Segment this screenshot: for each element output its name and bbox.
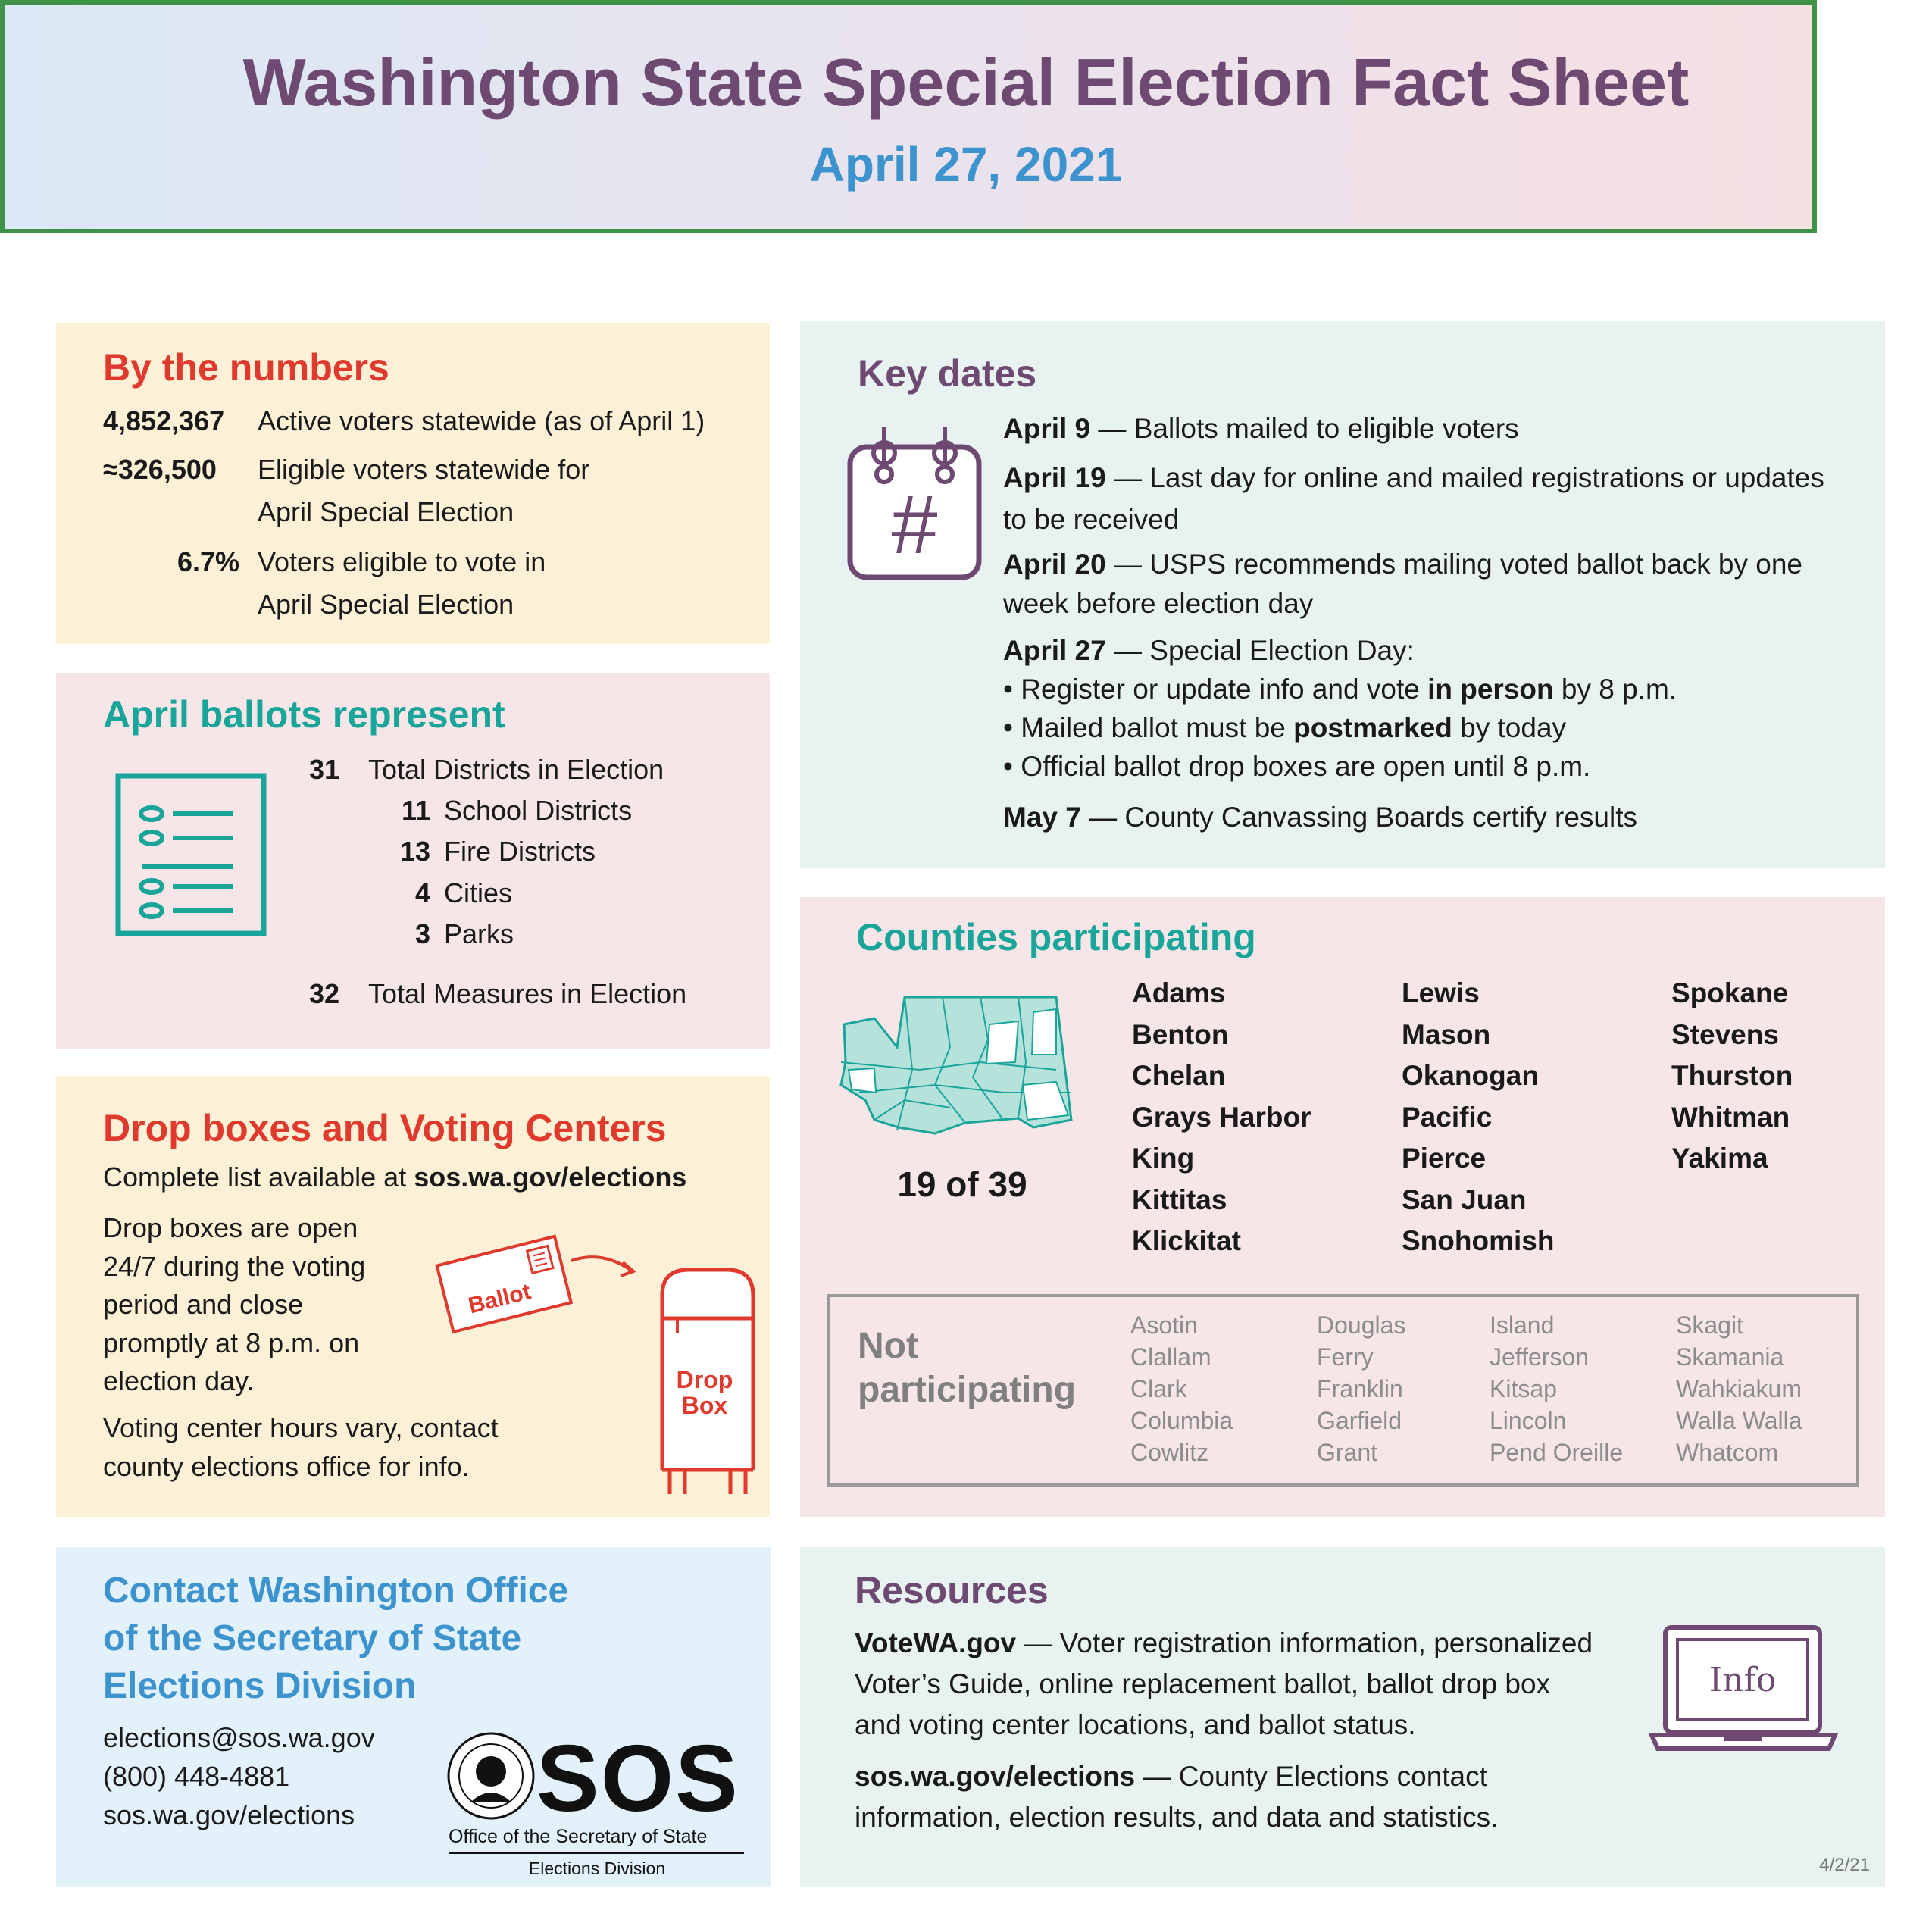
not-participating-col-2 <box>1317 1309 1405 1468</box>
county-name-not-participating: Columbia <box>1130 1407 1233 1434</box>
ballot-label: Ballot <box>465 1279 533 1319</box>
county-name-not-participating: Grant <box>1317 1439 1378 1466</box>
election-date: April 27, 2021 <box>809 137 1123 192</box>
county-name-not-participating: Lincoln <box>1490 1407 1567 1434</box>
key-date-date: April 9 <box>1003 413 1091 444</box>
ballot-list-icon <box>112 771 271 938</box>
key-date-item <box>1003 796 1837 838</box>
ballots-sub-value: 3 <box>414 918 430 949</box>
county-name: Pacific <box>1402 1101 1493 1133</box>
sos-elections-link[interactable]: sos.wa.gov/elections <box>855 1761 1136 1792</box>
not-participating-box <box>827 1294 1859 1487</box>
resources-sos <box>855 1756 1498 1838</box>
county-name: Kittitas <box>1132 1183 1227 1215</box>
bullet-pre: • Official ballot drop boxes are open until 8 p.m. <box>1003 751 1591 782</box>
bullet-post: by 8 p.m. <box>1553 674 1677 705</box>
resources-votewa <box>855 1623 1593 1746</box>
header-banner <box>0 0 1817 233</box>
contact-heading <box>103 1567 568 1710</box>
county-name-not-participating: Clark <box>1130 1375 1187 1402</box>
county-name-not-participating: Kitsap <box>1490 1375 1557 1402</box>
county-name: Thurston <box>1671 1060 1793 1091</box>
calendar-icon <box>843 415 986 585</box>
county-name: Snohomish <box>1402 1225 1555 1256</box>
resources-text: — Voter registration information, personalized <box>1016 1627 1593 1658</box>
bullet-pre: • Register or update info and vote <box>1003 674 1428 705</box>
page-title: Washington State Special Election Fact Sheet <box>242 45 1690 120</box>
numbers-label: April Special Election <box>258 589 514 620</box>
dropbox-para-line: election day. <box>103 1365 255 1396</box>
ballots-value: 32 <box>309 978 340 1009</box>
key-date-item <box>1003 408 1837 449</box>
county-name-not-participating: Cowlitz <box>1130 1439 1209 1466</box>
county-name-not-participating: Asotin <box>1130 1311 1198 1339</box>
key-date-date: April 20 <box>1003 549 1106 580</box>
numbers-panel <box>56 323 770 644</box>
counties-panel <box>800 897 1885 1517</box>
ballots-sub-value: 13 <box>399 836 430 867</box>
county-name-not-participating: Skamania <box>1676 1343 1784 1371</box>
dropbox-label-line1: Drop <box>676 1366 733 1393</box>
county-name: Okanogan <box>1402 1060 1539 1091</box>
resources-text: — County Elections contact <box>1135 1761 1487 1792</box>
counties-col-1 <box>1132 973 1311 1262</box>
contact-email[interactable]: elections@sos.wa.gov <box>103 1722 375 1753</box>
ballots-panel <box>56 673 770 1049</box>
county-name: Whitman <box>1671 1101 1790 1133</box>
dropbox-heading: Drop boxes and Voting Centers <box>103 1107 667 1149</box>
county-name-not-participating: Skagit <box>1676 1311 1743 1339</box>
county-name: Lewis <box>1402 977 1480 1008</box>
contact-panel <box>56 1547 771 1887</box>
resources-votewa-line <box>855 1623 1593 1664</box>
info-label: Info <box>1708 1661 1777 1699</box>
dropbox-list-link[interactable]: sos.wa.gov/elections <box>414 1161 687 1193</box>
key-date-bullet <box>1003 747 1837 786</box>
counties-heading: Counties participating <box>856 916 1256 958</box>
county-name: Yakima <box>1671 1143 1768 1174</box>
counties-count: 19 of 39 <box>897 1165 1027 1204</box>
dropbox-para-line: 24/7 during the voting <box>103 1250 366 1282</box>
voting-center-line: county elections office for info. <box>103 1450 470 1482</box>
county-name: Spokane <box>1671 977 1789 1008</box>
numbers-heading: By the numbers <box>103 346 389 389</box>
dropbox-list-line <box>103 1159 686 1196</box>
ballots-value: 31 <box>309 754 340 785</box>
contact-phone[interactable]: (800) 448-4881 <box>103 1761 290 1792</box>
ballots-sub-value: 11 <box>401 795 430 826</box>
county-name: Benton <box>1132 1018 1229 1050</box>
numbers-label: April Special Election <box>258 496 514 527</box>
resources-text: and voting center locations, and ballot status. <box>855 1709 1416 1740</box>
ballots-heading: April ballots represent <box>103 693 505 736</box>
resources-heading: Resources <box>855 1569 1049 1612</box>
dropbox-panel <box>56 1076 770 1517</box>
county-name: King <box>1132 1143 1195 1174</box>
dropbox-list-prefix: Complete list available at <box>103 1161 414 1193</box>
county-name-not-participating: Island <box>1490 1311 1555 1339</box>
key-date-text: — Special Election Day: <box>1105 635 1415 666</box>
county-name-not-participating: Walla Walla <box>1676 1407 1802 1434</box>
county-name-not-participating: Garfield <box>1317 1407 1402 1434</box>
not-participating-label-line: Not <box>858 1326 918 1366</box>
county-name-not-participating: Jefferson <box>1490 1343 1590 1371</box>
ballot-dropbox-illustration <box>427 1227 783 1500</box>
key-date-date: April 19 <box>1003 462 1106 493</box>
ballots-sub-label: Fire Districts <box>444 836 596 867</box>
resources-text: information, election results, and data and statistics. <box>855 1802 1499 1833</box>
key-dates-heading: Key dates <box>858 352 1037 395</box>
counties-col-2 <box>1402 973 1554 1262</box>
calendar-symbol: # <box>891 478 938 571</box>
numbers-label: Eligible voters statewide for <box>258 454 590 485</box>
contact-info <box>103 1718 375 1834</box>
bullet-post: by today <box>1452 712 1567 743</box>
sos-logo-line2: Elections Division <box>528 1859 666 1878</box>
resources-sos-line <box>855 1756 1498 1797</box>
key-date-item <box>1003 457 1837 540</box>
numbers-value: 4,852,367 <box>103 405 225 436</box>
ballots-sub-value: 4 <box>414 877 430 908</box>
bullet-bold: in person <box>1427 674 1554 705</box>
contact-heading-line: of the Secretary of State <box>103 1618 522 1658</box>
contact-website[interactable]: sos.wa.gov/elections <box>103 1799 355 1830</box>
dropbox-para-line: period and close <box>103 1289 304 1320</box>
county-name: San Juan <box>1402 1183 1527 1215</box>
key-date-item <box>1003 545 1837 624</box>
county-name-not-participating: Ferry <box>1317 1343 1374 1371</box>
sos-logo <box>438 1721 756 1880</box>
county-name: Mason <box>1402 1018 1491 1050</box>
contact-heading-line: Elections Division <box>103 1666 417 1706</box>
numbers-label: Active voters statewide (as of April 1) <box>258 405 705 436</box>
votewa-link[interactable]: VoteWA.gov <box>855 1627 1017 1658</box>
key-date-date: April 27 <box>1003 635 1106 666</box>
bullet-pre: • Mailed ballot must be <box>1003 712 1294 743</box>
contact-heading-line: Contact Washington Office <box>103 1571 569 1611</box>
key-date-item <box>1003 631 1837 670</box>
dropbox-label-line2: Box <box>681 1392 728 1419</box>
county-name: Grays Harbor <box>1132 1101 1311 1133</box>
key-date-text: — USPS recommends mailing voted ballot back by one week before election day <box>1003 549 1802 619</box>
county-name-not-participating: Franklin <box>1317 1375 1403 1402</box>
not-participating-col-3 <box>1490 1309 1623 1468</box>
dropbox-para-line: Drop boxes are open <box>103 1212 358 1243</box>
ballots-sub-label: School Districts <box>444 795 633 826</box>
document-date: 4/2/21 <box>1819 1855 1870 1875</box>
ballots-label: Total Measures in Election <box>368 978 687 1009</box>
numbers-value: 6.7% <box>177 546 239 577</box>
county-name: Stevens <box>1671 1018 1779 1050</box>
dropbox-para-line: promptly at 8 p.m. on <box>103 1327 360 1358</box>
not-participating-col-1 <box>1130 1309 1233 1468</box>
county-name-not-participating: Wahkiakum <box>1676 1375 1802 1402</box>
not-participating-col-4 <box>1676 1309 1802 1468</box>
key-date-bullet <box>1003 708 1837 747</box>
key-date-text: — County Canvassing Boards certify results <box>1080 802 1637 833</box>
numbers-label: Voters eligible to vote in <box>258 546 546 577</box>
sos-logo-text: SOS <box>536 1727 739 1831</box>
key-dates-list <box>1003 408 1837 838</box>
resources-panel <box>800 1547 1885 1887</box>
voting-center-line: Voting center hours vary, contact <box>103 1412 499 1443</box>
counties-col-3 <box>1671 973 1793 1180</box>
county-name-not-participating: Clallam <box>1130 1343 1211 1371</box>
not-participating-label-line: participating <box>858 1370 1077 1410</box>
county-name: Chelan <box>1132 1060 1226 1091</box>
county-name-not-participating: Whatcom <box>1676 1439 1779 1466</box>
key-date-bullet <box>1003 670 1837 708</box>
dropbox-paragraph <box>103 1209 365 1401</box>
ballots-label: Total Districts in Election <box>368 754 664 785</box>
key-date-text: — Ballots mailed to eligible voters <box>1090 413 1519 444</box>
laptop-info-icon <box>1649 1623 1838 1759</box>
key-date-date: May 7 <box>1003 802 1081 833</box>
washington-map-icon <box>829 979 1086 1155</box>
county-name: Klickitat <box>1132 1225 1241 1256</box>
ballots-sub-label: Cities <box>444 877 513 908</box>
ballots-sub-label: Parks <box>444 918 514 949</box>
key-date-text: — Last day for online and mailed registrations or updates to be received <box>1003 462 1824 535</box>
sos-logo-line1: Office of the Secretary of State <box>449 1826 708 1847</box>
resources-text: Voter’s Guide, online replacement ballot, ballot drop box <box>855 1668 1551 1699</box>
county-name-not-participating: Pend Oreille <box>1490 1439 1624 1466</box>
county-name: Pierce <box>1402 1143 1487 1174</box>
county-name: Adams <box>1132 977 1226 1008</box>
county-name-not-participating: Douglas <box>1317 1311 1406 1339</box>
bullet-bold: postmarked <box>1293 712 1452 743</box>
key-dates-panel <box>800 321 1885 868</box>
numbers-value: ≈326,500 <box>103 454 217 485</box>
not-participating-label <box>858 1324 1076 1412</box>
